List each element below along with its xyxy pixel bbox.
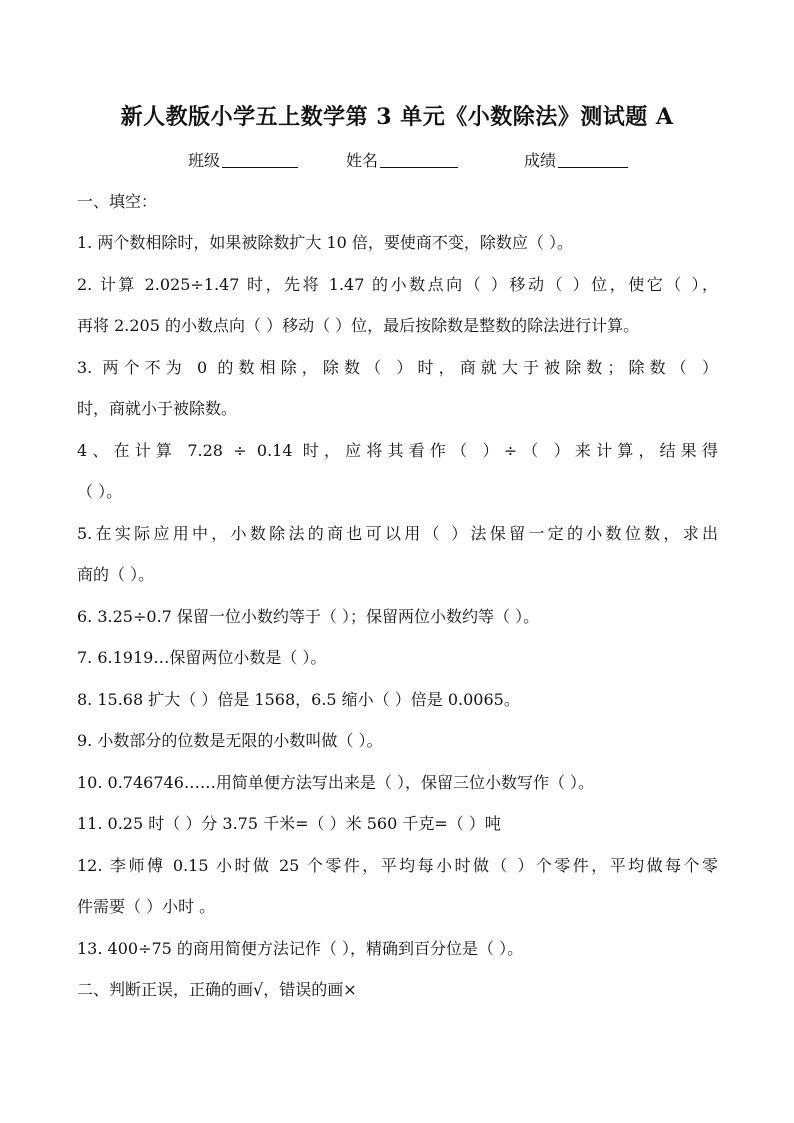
name-blank [380,151,458,168]
question-line: 3. 两个不为 0 的数相除，除数（ ）时，商就大于被除数；除数（ ） [77,358,718,377]
section-heading-true-false: 二、判断正误，正确的画√，错误的画× [77,980,357,999]
score-label: 成绩 [524,151,557,170]
question-line: 13. 400÷75 的商用简便方法记作（ ），精确到百分位是（ ）。 [77,939,524,958]
name-label: 姓名 [346,151,379,170]
question-line: （ ）。 [77,482,123,501]
question-line: 件需要（ ）小时 。 [77,897,216,916]
class-blank [222,151,298,168]
class-field [188,148,298,171]
question-line: 时，商就小于被除数。 [77,399,238,418]
question-line: 再将 2.205 的小数点向（ ）移动（ ）位，最后按除数是整数的除法进行计算。 [77,316,640,335]
question-line: 11. 0.25 时（ ）分 3.75 千米=（ ）米 560 千克=（ ）吨 [77,814,501,833]
question-line: 商的（ ）。 [77,565,155,584]
question-line: 10. 0.746746……用简单便方法写出来是（ ），保留三位小数写作（ ）。 [77,773,595,792]
question-line: 5.在实际应用中，小数除法的商也可以用（ ）法保留一定的小数位数，求出 [77,524,718,543]
question-line: 12. 李师傅 0.15 小时做 25 个零件，平均每小时做（ ）个零件，平均做每个零 [77,856,718,875]
question-line: 1. 两个数相除时，如果被除数扩大 10 倍，要使商不变，除数应（ ）。 [77,233,573,252]
class-label: 班级 [188,151,221,170]
name-field [346,148,458,171]
section-heading-fill-in: 一、填空： [77,192,158,211]
question-line: 2. 计算 2.025÷1.47 时，先将 1.47 的小数点向（ ）移动（ ）位，使它（ ）， [77,275,718,294]
score-field [524,148,628,171]
question-line: 9. 小数部分的位数是无限的小数叫做（ ）。 [77,731,383,750]
question-line: 4、在计算 7.28 ÷ 0.14 时，应将其看作（ ）÷（ ）来计算，结果得 [77,441,718,460]
page-title: 新人教版小学五上数学第 3 单元《小数除法》测试题 A [120,104,674,130]
score-blank [558,151,628,168]
question-line: 6. 3.25÷0.7 保留一位小数约等于（ ）；保留两位小数约等（ ）。 [77,607,540,626]
question-line: 7. 6.1919…保留两位小数是（ ）。 [77,648,327,667]
question-line: 8. 15.68 扩大（ ）倍是 1568，6.5 缩小（ ）倍是 0.0065。 [77,690,520,709]
